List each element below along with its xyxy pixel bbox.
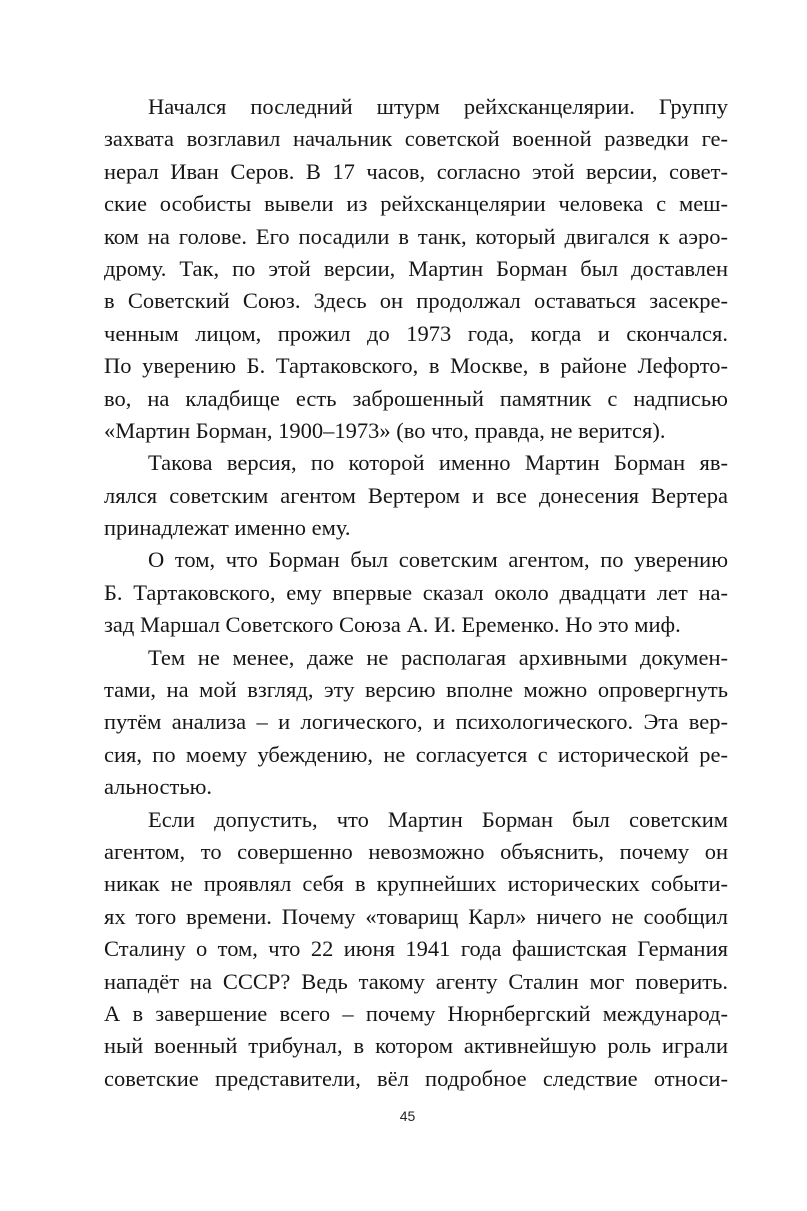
paragraph xyxy=(104,91,728,447)
text-line: Б. Тартаковского, ему впервые сказал около двадцати лет на- xyxy=(104,579,728,605)
text-line: зад Маршал Советского Союза А. И. Еременко. Но это миф. xyxy=(104,612,681,638)
text-line: Такова версия, по которой именно Мартин Борман яв- xyxy=(148,450,728,476)
text-line: принадлежат именно ему. xyxy=(104,515,351,541)
paragraph xyxy=(104,544,728,641)
text-line: нерал Иван Серов. В 17 часов, согласно этой версии, совет- xyxy=(104,158,728,184)
paragraph xyxy=(104,447,728,544)
text-line: ях того времени. Почему «товарищ Карл» ничего не сообщил xyxy=(104,903,728,929)
text-line: ченным лицом, прожил до 1973 года, когда и скончался. xyxy=(104,320,728,346)
text-line: захвата возглавил начальник советской военной разведки ге- xyxy=(104,126,728,152)
text-line: О том, что Борман был советским агентом, по уверению xyxy=(148,547,728,573)
text-line: советские представители, вёл подробное следствие относи- xyxy=(104,1065,728,1091)
text-line: лялся советским агентом Вертером и все донесения Вертера xyxy=(104,482,728,508)
text-line: альностью. xyxy=(104,774,213,800)
text-line: дрому. Так, по этой версии, Мартин Борман был доставлен xyxy=(104,255,728,281)
paragraph xyxy=(104,642,728,804)
text-line: Сталину о том, что 22 июня 1941 года фашистская Германия xyxy=(104,936,728,962)
text-line: «Мартин Борман, 1900–1973» (во что, правда, не верится). xyxy=(104,417,666,443)
text-line: сия, по моему убеждению, не согласуется с исторической ре- xyxy=(104,741,728,767)
text-line: во, на кладбище есть заброшенный памятник с надписью xyxy=(104,385,728,411)
text-line: А в завершение всего – почему Нюрнбергский международ- xyxy=(104,1000,728,1026)
text-line: По уверению Б. Тартаковского, в Москве, в районе Лефорто- xyxy=(104,353,728,379)
text-line: ком на голове. Его посадили в танк, который двигался к аэро- xyxy=(104,223,728,249)
page-body xyxy=(104,91,728,1095)
text-line: агентом, то совершенно невозможно объяснить, почему он xyxy=(104,838,728,864)
text-line: ный военный трибунал, в котором активнейшую роль играли xyxy=(104,1033,728,1059)
text-line: тами, на мой взгляд, эту версию вполне можно опровергнуть xyxy=(104,677,728,703)
text-line: Начался последний штурм рейхсканцелярии. Группу xyxy=(148,94,728,119)
page-number: 45 xyxy=(399,1108,416,1124)
text-line: ские особисты вывели из рейхсканцелярии человека с меш- xyxy=(104,191,728,217)
paragraph xyxy=(104,804,728,1096)
text-line: путём анализа – и логического, и психологического. Эта вер- xyxy=(104,709,728,735)
text-line: нападёт на СССР? Ведь такому агенту Сталин мог поверить. xyxy=(104,968,728,994)
text-line: Тем не менее, даже не располагая архивными докумен- xyxy=(148,644,728,670)
text-line: никак не проявлял себя в крупнейших исторических событи- xyxy=(104,871,728,897)
text-line: в Советский Союз. Здесь он продолжал оставаться засекре- xyxy=(104,288,728,314)
text-line: Если допустить, что Мартин Борман был советским xyxy=(148,806,728,832)
